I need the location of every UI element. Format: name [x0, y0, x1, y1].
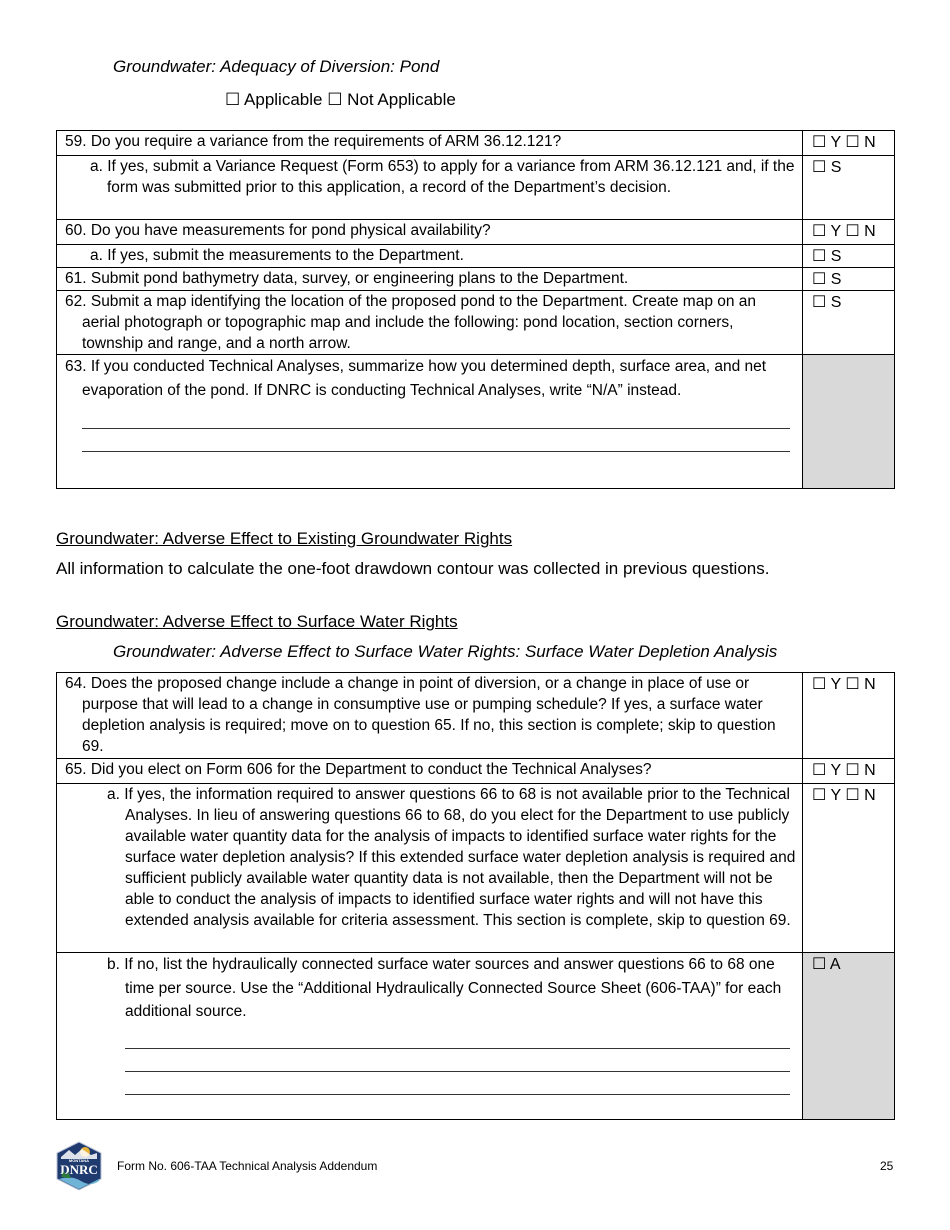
- answer-line[interactable]: [125, 1072, 790, 1095]
- answer-59a-submitted[interactable]: ☐ S: [803, 156, 895, 220]
- answer-65-yn[interactable]: ☐ Y ☐ N: [803, 759, 895, 784]
- table-row-59a: [57, 156, 895, 220]
- answer-63-lines: [65, 406, 796, 452]
- table-row-64: [57, 673, 895, 759]
- table-row-65b: [57, 953, 895, 1120]
- table-row-60: [57, 220, 895, 245]
- answer-line[interactable]: [82, 429, 790, 452]
- question-63: 63. If you conducted Technical Analyses, summarize how you determined depth, surface area, and net evaporation of the pond. If DNRC is conducting Technical Analyses, write “N/A” instead.: [57, 355, 803, 489]
- depletion-questions-table: [56, 672, 895, 1120]
- section-title-pond: Groundwater: Adequacy of Diversion: Pond: [113, 57, 440, 76]
- question-65a: a. If yes, the information required to answer questions 66 to 68 is not available prior to the Technical Analyses. In lieu of answering questions 66 to 68, do you elect for the Department to use publicly available water quantity data for the analysis of impacts to identified surface water rights for the surface water depletion analysis? If this extended surface water depletion analysis is required and sufficient publicly available water quantity data is not available, then the Department will not be able to conduct the analysis of impacts to identified surface water rights and will not have this extended analysis available for criteria assessment. This section is complete, skip to question 69.: [57, 784, 803, 953]
- table-row-60a: [57, 245, 895, 268]
- applicable-checkbox[interactable]: ☐ Applicable: [225, 90, 323, 109]
- table-row-62: [57, 291, 895, 355]
- question-60a: a. If yes, submit the measurements to the Department.: [57, 245, 803, 268]
- answer-line[interactable]: [125, 1049, 790, 1072]
- table-row-63: [57, 355, 895, 489]
- answer-64-yn[interactable]: ☐ Y ☐ N: [803, 673, 895, 759]
- answer-60a-submitted[interactable]: ☐ S: [803, 245, 895, 268]
- answer-59-yn[interactable]: ☐ Y ☐ N: [803, 131, 895, 156]
- table-row-59: [57, 131, 895, 156]
- applicability-options: [225, 90, 456, 110]
- question-62: 62. Submit a map identifying the location of the proposed pond to the Department. Create map on an aerial photograph or topographic map and include the following: pond location, section corners, township and range, and a north arrow.: [57, 291, 803, 355]
- table-row-61: [57, 268, 895, 291]
- svg-text:DNRC: DNRC: [60, 1162, 98, 1177]
- footer-form-name: Form No. 606-TAA Technical Analysis Addendum: [117, 1159, 378, 1173]
- svg-text:MONTANA: MONTANA: [68, 1158, 90, 1163]
- answer-line[interactable]: [82, 406, 790, 429]
- section-title-surface: Groundwater: Adverse Effect to Surface Water Rights: [56, 612, 458, 631]
- question-64: 64. Does the proposed change include a change in point of diversion, or a change in place of use or purpose that will lead to a change in consumptive use or pumping schedule? If yes, a surface water depletion analysis is required; move on to question 65. If no, this section is complete; skip to question 69.: [57, 673, 803, 759]
- section-subtitle-depletion: Groundwater: Adverse Effect to Surface Water Rights: Surface Water Depletion Analysis: [113, 642, 778, 661]
- answer-63-cell: [803, 355, 895, 489]
- dnrc-logo: [55, 1141, 103, 1191]
- table-row-65a: [57, 784, 895, 953]
- question-59a: a. If yes, submit a Variance Request (Form 653) to apply for a variance from ARM 36.12.121 and, if the form was submitted prior to this application, a record of the Department’s decision.: [57, 156, 803, 220]
- question-61: 61. Submit pond bathymetry data, survey, or engineering plans to the Department.: [57, 268, 803, 291]
- answer-65b-lines: [65, 1026, 796, 1095]
- question-59: 59. Do you require a variance from the requirements of ARM 36.12.121?: [57, 131, 803, 156]
- answer-line[interactable]: [125, 1026, 790, 1049]
- existing-gw-note: All information to calculate the one-foot drawdown contour was collected in previous questions.: [56, 559, 770, 578]
- answer-60-yn[interactable]: ☐ Y ☐ N: [803, 220, 895, 245]
- question-60: 60. Do you have measurements for pond physical availability?: [57, 220, 803, 245]
- answer-62-submitted[interactable]: ☐ S: [803, 291, 895, 355]
- question-65b: b. If no, list the hydraulically connected surface water sources and answer questions 66 to 68 one time per source. Use the “Additional Hydraulically Connected Source Sheet (606-TAA)” for each additional source.: [57, 953, 803, 1120]
- question-65: 65. Did you elect on Form 606 for the Department to conduct the Technical Analyses?: [57, 759, 803, 784]
- not-applicable-checkbox[interactable]: ☐ Not Applicable: [327, 90, 456, 109]
- answer-65a-yn[interactable]: ☐ Y ☐ N: [803, 784, 895, 953]
- answer-65b-attached[interactable]: ☐ A: [803, 953, 895, 1120]
- answer-61-submitted[interactable]: ☐ S: [803, 268, 895, 291]
- table-row-65: [57, 759, 895, 784]
- pond-questions-table: [56, 130, 895, 489]
- section-title-existing-gw: Groundwater: Adverse Effect to Existing Groundwater Rights: [56, 529, 513, 548]
- dnrc-logo-icon: [55, 1141, 103, 1191]
- page-number: 25: [880, 1159, 894, 1173]
